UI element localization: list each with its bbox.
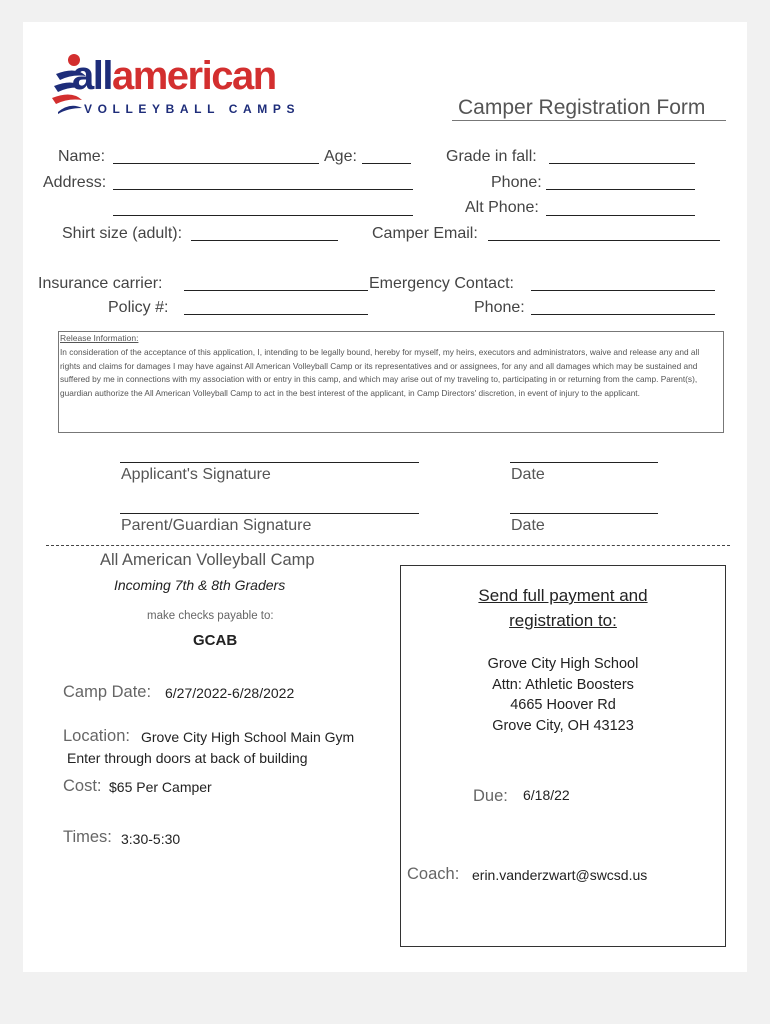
date-line-2[interactable] bbox=[510, 513, 658, 514]
parent-signature-label: Parent/Guardian Signature bbox=[121, 517, 312, 534]
payment-address-2: Attn: Athletic Boosters bbox=[492, 677, 634, 693]
release-information-box bbox=[58, 331, 724, 433]
cost-value: $65 Per Camper bbox=[109, 779, 212, 795]
date-line-1[interactable] bbox=[510, 462, 658, 463]
camper-email-label: Camper Email: bbox=[372, 225, 478, 242]
coach-email: erin.vanderzwart@swcsd.us bbox=[472, 867, 648, 883]
policy-label: Policy #: bbox=[108, 299, 169, 316]
camp-name: All American Volleyball Camp bbox=[100, 551, 315, 569]
camp-grades: Incoming 7th & 8th Graders bbox=[114, 577, 286, 593]
insurance-field[interactable] bbox=[184, 290, 368, 291]
alt-phone-field[interactable] bbox=[546, 215, 695, 216]
release-title: Release Information: bbox=[60, 333, 139, 343]
grade-field[interactable] bbox=[549, 163, 695, 164]
form-title: Camper Registration Form bbox=[458, 96, 706, 119]
phone-label: Phone: bbox=[491, 174, 542, 191]
location-note: Enter through doors at back of building bbox=[67, 750, 308, 766]
payment-heading-1: Send full payment and bbox=[478, 586, 648, 605]
alt-phone-label: Alt Phone: bbox=[465, 199, 539, 216]
emergency-contact-label: Emergency Contact: bbox=[369, 275, 514, 292]
emergency-phone-field[interactable] bbox=[531, 314, 715, 315]
shirt-size-field[interactable] bbox=[191, 240, 338, 241]
age-label: Age: bbox=[324, 148, 357, 165]
name-field[interactable] bbox=[113, 163, 319, 164]
date-label-1: Date bbox=[511, 466, 545, 483]
camp-date-value: 6/27/2022-6/28/2022 bbox=[165, 685, 295, 701]
due-value: 6/18/22 bbox=[523, 787, 570, 803]
grade-label: Grade in fall: bbox=[446, 148, 537, 165]
emergency-phone-label: Phone: bbox=[474, 299, 525, 316]
location-value: Grove City High School Main Gym bbox=[141, 729, 355, 745]
due-label: Due: bbox=[473, 787, 508, 805]
shirt-size-label: Shirt size (adult): bbox=[62, 225, 183, 242]
payment-address-4: Grove City, OH 43123 bbox=[492, 718, 634, 734]
insurance-label: Insurance carrier: bbox=[38, 275, 163, 292]
applicant-signature-line[interactable] bbox=[120, 462, 419, 463]
payment-heading-2: registration to: bbox=[509, 611, 617, 630]
title-underline bbox=[452, 120, 726, 121]
checks-note: make checks payable to: bbox=[147, 610, 274, 622]
address-field-1[interactable] bbox=[113, 189, 413, 190]
times-value: 3:30-5:30 bbox=[121, 831, 181, 847]
camp-date-label: Camp Date: bbox=[63, 683, 152, 701]
payment-address-3: 4665 Hoover Rd bbox=[510, 697, 616, 713]
name-label: Name: bbox=[58, 148, 106, 165]
address-label: Address: bbox=[43, 174, 107, 191]
cut-line bbox=[46, 545, 730, 546]
address-field-2[interactable] bbox=[113, 215, 413, 216]
emergency-contact-field[interactable] bbox=[531, 290, 715, 291]
parent-signature-line[interactable] bbox=[120, 513, 419, 514]
release-text: In consideration of the acceptance of this application, I, intending to be legally bound, hereby for myself, my heirs, executors and administrators, waive and release any and all rights and claims for damages I may have against All American Volleyball Camp or its representatives and or assignees, for any and all damages which may be sustained and suffered by me in connections with my association with or entry in this camp, and which may arise out of my traveling to, participating in or returning from the camp. Parent(s), guardian authorize the All American Volleyball Camp to act in the best interest of the applicant, in Camp Directors' discretion, in event of injury to the applicant. bbox=[60, 347, 700, 398]
brand-logo-text: allamerican bbox=[72, 54, 276, 98]
coach-label: Coach: bbox=[407, 865, 460, 883]
brand-tagline: VOLLEYBALL CAMPS bbox=[84, 102, 301, 116]
cost-label: Cost: bbox=[63, 777, 102, 795]
date-label-2: Date bbox=[511, 517, 545, 534]
location-label: Location: bbox=[63, 727, 130, 745]
age-field[interactable] bbox=[362, 163, 411, 164]
times-label: Times: bbox=[63, 828, 112, 846]
payment-address-1: Grove City High School bbox=[487, 656, 639, 672]
phone-field[interactable] bbox=[546, 189, 695, 190]
applicant-signature-label: Applicant's Signature bbox=[121, 466, 271, 483]
camper-email-field[interactable] bbox=[488, 240, 720, 241]
payee: GCAB bbox=[193, 632, 238, 649]
policy-field[interactable] bbox=[184, 314, 368, 315]
